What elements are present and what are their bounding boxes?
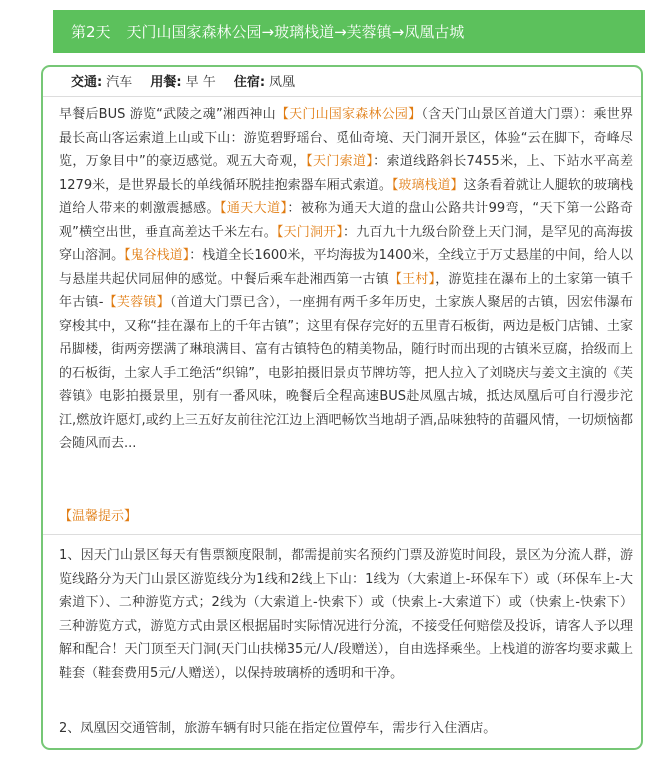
spot-cableway: 【天门索道】: [306, 154, 374, 169]
desc-text: ，游览挂在瀑布上的土家第一镇千年古镇-: [59, 271, 633, 310]
desc-text: ：九百九十九级台阶登上天门洞，是罕见的高海拔穿山溶洞。: [59, 224, 633, 263]
day-header: [53, 10, 645, 53]
lodging-value: 凤凰: [269, 75, 296, 90]
desc-text: ：栈道全长1600米，平均海拔为1400米，全线立于万丈悬崖的中间，给人以与悬崖共起伏同屈伸的感觉。中餐后乘车赴湘西第一古镇: [59, 248, 633, 287]
day-detail-card: [41, 65, 643, 750]
tip-item: 1、因天门山景区每天有售票额度限制，都需提前实名预约门票及游览时间段，景区为分流人群，游览线路分为天门山景区游览线分为1线和2线上下山：1线为（大索道上-环保车下）或（环保车上-大索道下）、二种游览方式；2线为（大索道上-快索下）或（快索上-大索道下）或（快索上-快索下）三种游览方式，游览方式由景区根据届时实际情况进行分流，不接受任何赔偿及投诉，请客人予以理解和配合！天门顶至天门洞(天门山扶梯35元/人/段赠送），自由选择乘坐。上栈道的游客均要求戴上鞋套（鞋套费用5元/人赠送），以保持玻璃桥的透明和干净。: [59, 548, 633, 681]
lodging-label: 住宿:: [233, 75, 266, 90]
meals-value: 早 午: [185, 75, 216, 90]
transport-value: 汽车: [106, 75, 133, 90]
desc-text: 早餐后BUS 游览“武陵之魂”湘西神山: [59, 107, 276, 122]
tips-divider: [43, 534, 641, 535]
spot-tianmen-park: 【天门山国家森林公园】: [275, 107, 422, 122]
tip-item: 2、凤凰因交通管制，旅游车辆有时只能在指定位置停车，需步行入住酒店。: [59, 721, 497, 736]
desc-text: （含天门山景区首道大门票）：乘世界最长高山客运索道上山或下山：游览碧野瑶台、觅仙奇境、天门洞开景区，体验“云在脚下，奇峰尽览，万象目中”的豪迈感觉。观五大奇观，: [59, 107, 633, 169]
spot-guigu-walkway: 【鬼谷栈道】: [124, 248, 190, 263]
spot-tianmen-cave: 【天门洞开】: [276, 224, 344, 240]
spot-tongtian-road: 【通天大道】: [219, 201, 288, 216]
transport-label: 交通:: [71, 75, 103, 90]
desc-text: （首道大门票已含），一座拥有两千多年历史，土家族人聚居的古镇，因宏伟瀑布穿梭其中，又称“挂在瀑布上的千年古镇”；这里有保存完好的五里青石板街，两边是板门店铺、土家吊脚楼，街两旁摆满了琳琅满目、富有古镇特色的精美物品，随行时而出现的古镇米豆腐，拾级而上的石板街，土家人手工绝活“织锦”，电影拍摄旧景贞节牌坊等，把人拉入了刘晓庆与姜文主演的《芙蓉镇》电影拍摄景里，别有一番风味，晚餐后全程高速BUS赴凤凰古城，抵达凤凰后可自行漫步沱江,燃放许愿灯,或约上三五好友前往沱江边上酒吧畅饮当地胡子酒,品味独特的苗疆风情，一切烦恼都会随风而去...: [59, 295, 633, 451]
trip-meta: [71, 73, 309, 93]
spot-glass-walkway: 【玻璃栈道】: [391, 177, 464, 193]
desc-text: 这条看着就让人腿软的玻璃栈道给人带来的刺激震撼感。: [59, 177, 633, 216]
tips-title: 【温馨提示】: [59, 509, 138, 524]
desc-text: ：被称为通天大道的盘山公路共计99弯，“天下第一公路奇观”横空出世，垂直高差达千米左右。: [59, 201, 633, 240]
spot-furong-town: 【芙蓉镇】: [103, 295, 170, 310]
meals-label: 用餐:: [150, 75, 182, 90]
itinerary-description: [59, 103, 633, 456]
desc-text: ：索道线路斜长7455米，上、下站水平高差1279米，是世界最长的单线循环脱挂抱索器车厢式索道。: [59, 154, 633, 193]
meta-divider: [43, 96, 641, 97]
day-label: 第2天: [71, 23, 111, 41]
day-route: 天门山国家森林公园→玻璃栈道→芙蓉镇→凤凰古城: [126, 23, 465, 41]
spot-wangcun: 【王村】: [388, 271, 436, 287]
